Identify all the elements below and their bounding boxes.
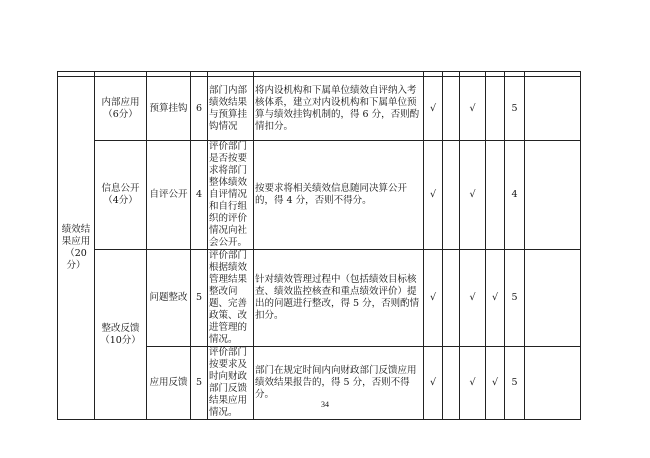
content-cell: 评价部门按要求及时向财政部门反馈结果应用情况。 — [208, 347, 254, 420]
value-cell: 4 — [505, 141, 525, 250]
value-cell: 5 — [505, 347, 525, 420]
check-cell: √ — [460, 141, 486, 250]
table-row — [58, 250, 581, 347]
check-cell: √ — [424, 347, 443, 420]
standard-cell: 将内设机构和下属单位绩效自评纳入考核体系，建立对内设机构和下属单位预算与绩效挂钩机制的，得 6 分，否则酌情扣分。 — [254, 77, 424, 141]
check-cell: √ — [424, 250, 443, 347]
standard-cell: 针对绩效管理过程中（包括绩效目标核查、绩效监控核查和重点绩效评价）提出的问题进行整改，得 5 分，否则酌情扣分。 — [254, 250, 424, 347]
score-cell: 5 — [191, 347, 208, 420]
table-row — [58, 141, 581, 250]
check-cell — [443, 77, 460, 141]
category-cell: 绩效结果应用（20分） — [58, 77, 95, 420]
item-cell: 自评公开 — [147, 141, 191, 250]
check-cell: √ — [460, 347, 486, 420]
check-cell — [443, 250, 460, 347]
value-cell: 5 — [505, 77, 525, 141]
score-cell: 5 — [191, 250, 208, 347]
standard-cell: 部门在规定时间内向财政部门反馈应用绩效结果报告的，得 5 分，否则不得分。 — [254, 347, 424, 420]
check-cell: √ — [460, 77, 486, 141]
item-cell: 预算挂钩 — [147, 77, 191, 141]
score-cell: 6 — [191, 77, 208, 141]
check-cell: √ — [424, 77, 443, 141]
content-cell: 评价部门根据绩效管理结果整改问题、完善政策、改进管理的情况。 — [208, 250, 254, 347]
page-number: 34 — [321, 400, 329, 409]
value-cell: 5 — [505, 250, 525, 347]
check-cell: √ — [460, 250, 486, 347]
item-cell: 应用反馈 — [147, 347, 191, 420]
check-cell — [443, 141, 460, 250]
content-cell: 评价部门是否按要求将部门整体绩效自评情况和自行组织的评价情况向社会公开。 — [208, 141, 254, 250]
evaluation-table — [57, 71, 581, 420]
item-cell: 问题整改 — [147, 250, 191, 347]
group-cell: 内部应用（6分） — [95, 77, 147, 141]
check-cell: √ — [486, 347, 505, 420]
standard-cell: 按要求将相关绩效信息随同决算公开的，得 4 分，否则不得分。 — [254, 141, 424, 250]
group-cell: 整改反馈（10分） — [95, 250, 147, 420]
table-row — [58, 77, 581, 141]
check-cell: √ — [486, 250, 505, 347]
content-cell: 部门内部绩效结果与预算挂钩情况 — [208, 77, 254, 141]
check-cell: √ — [424, 141, 443, 250]
check-cell — [486, 77, 505, 141]
score-cell: 4 — [191, 141, 208, 250]
group-cell: 信息公开（4分） — [95, 141, 147, 250]
check-cell — [486, 141, 505, 250]
